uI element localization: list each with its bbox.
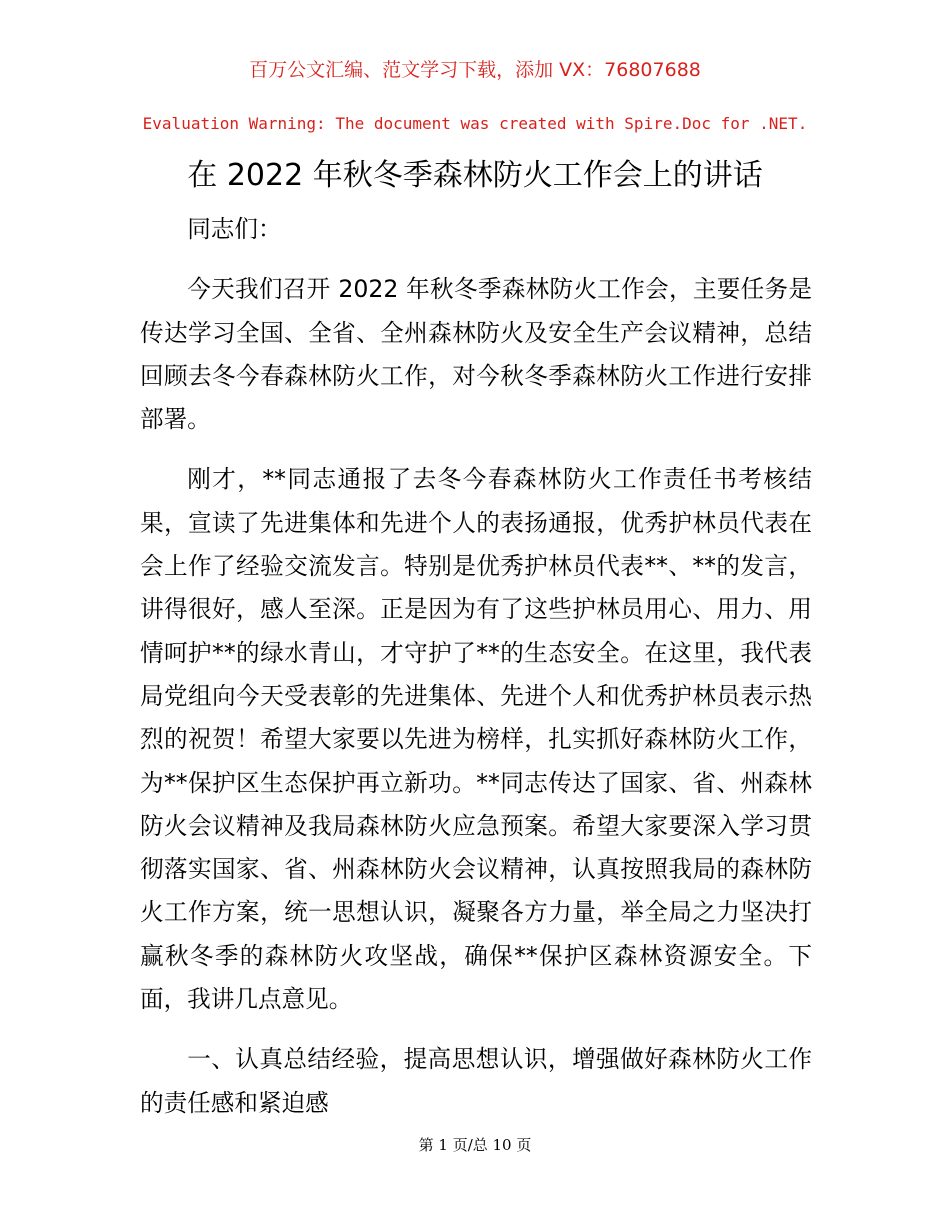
document-body bbox=[140, 208, 812, 1125]
evaluation-warning: Evaluation Warning: The document was created with Spire.Doc for .NET. bbox=[142, 114, 808, 133]
body-paragraph: 刚才，**同志通报了去冬今春森林防火工作责任书考核结果，宣读了先进集体和先进个人的表扬通报，优秀护林员代表在会上作了经验交流发言。特别是优秀护林员代表**、**的发言，讲得很好，感人至深。正是因为有了这些护林员用心、用力、用情呵护**的绿水青山，才守护了**的生态安全。在这里，我代表局党组向今天受表彰的先进集体、先进个人和优秀护林员表示热烈的祝贺！希望大家要以先进为榜样，扎实抓好森林防火工作，为**保护区生态保护再立新功。**同志传达了国家、省、州森林防火会议精神及我局森林防火应急预案。希望大家要深入学习贯彻落实国家、省、州森林防火会议精神，认真按照我局的森林防火工作方案，统一思想认识，凝聚各方力量，举全局之力坚决打赢秋冬季的森林防火攻坚战，确保**保护区森林资源安全。下面，我讲几点意见。 bbox=[140, 465, 812, 1014]
body-paragraph: 今天我们召开 2022 年秋冬季森林防火工作会，主要任务是传达学习全国、全省、全州森林防火及安全生产会议精神，总结回顾去冬今春森林防火工作，对今秋冬季森林防火工作进行安排部署。 bbox=[140, 275, 812, 434]
page-number-footer: 第 1 页/总 10 页 bbox=[418, 1136, 532, 1154]
header-banner: 百万公文汇编、范文学习下载，添加 VX：76807688 bbox=[249, 59, 701, 81]
section-heading-paragraph: 一、认真总结经验，提高思想认识，增强做好森林防火工作的责任感和紧迫感 bbox=[140, 1045, 812, 1117]
document-title: 在 2022 年秋冬季森林防火工作会上的讲话 bbox=[187, 158, 763, 193]
salutation-paragraph: 同志们： bbox=[187, 215, 282, 243]
